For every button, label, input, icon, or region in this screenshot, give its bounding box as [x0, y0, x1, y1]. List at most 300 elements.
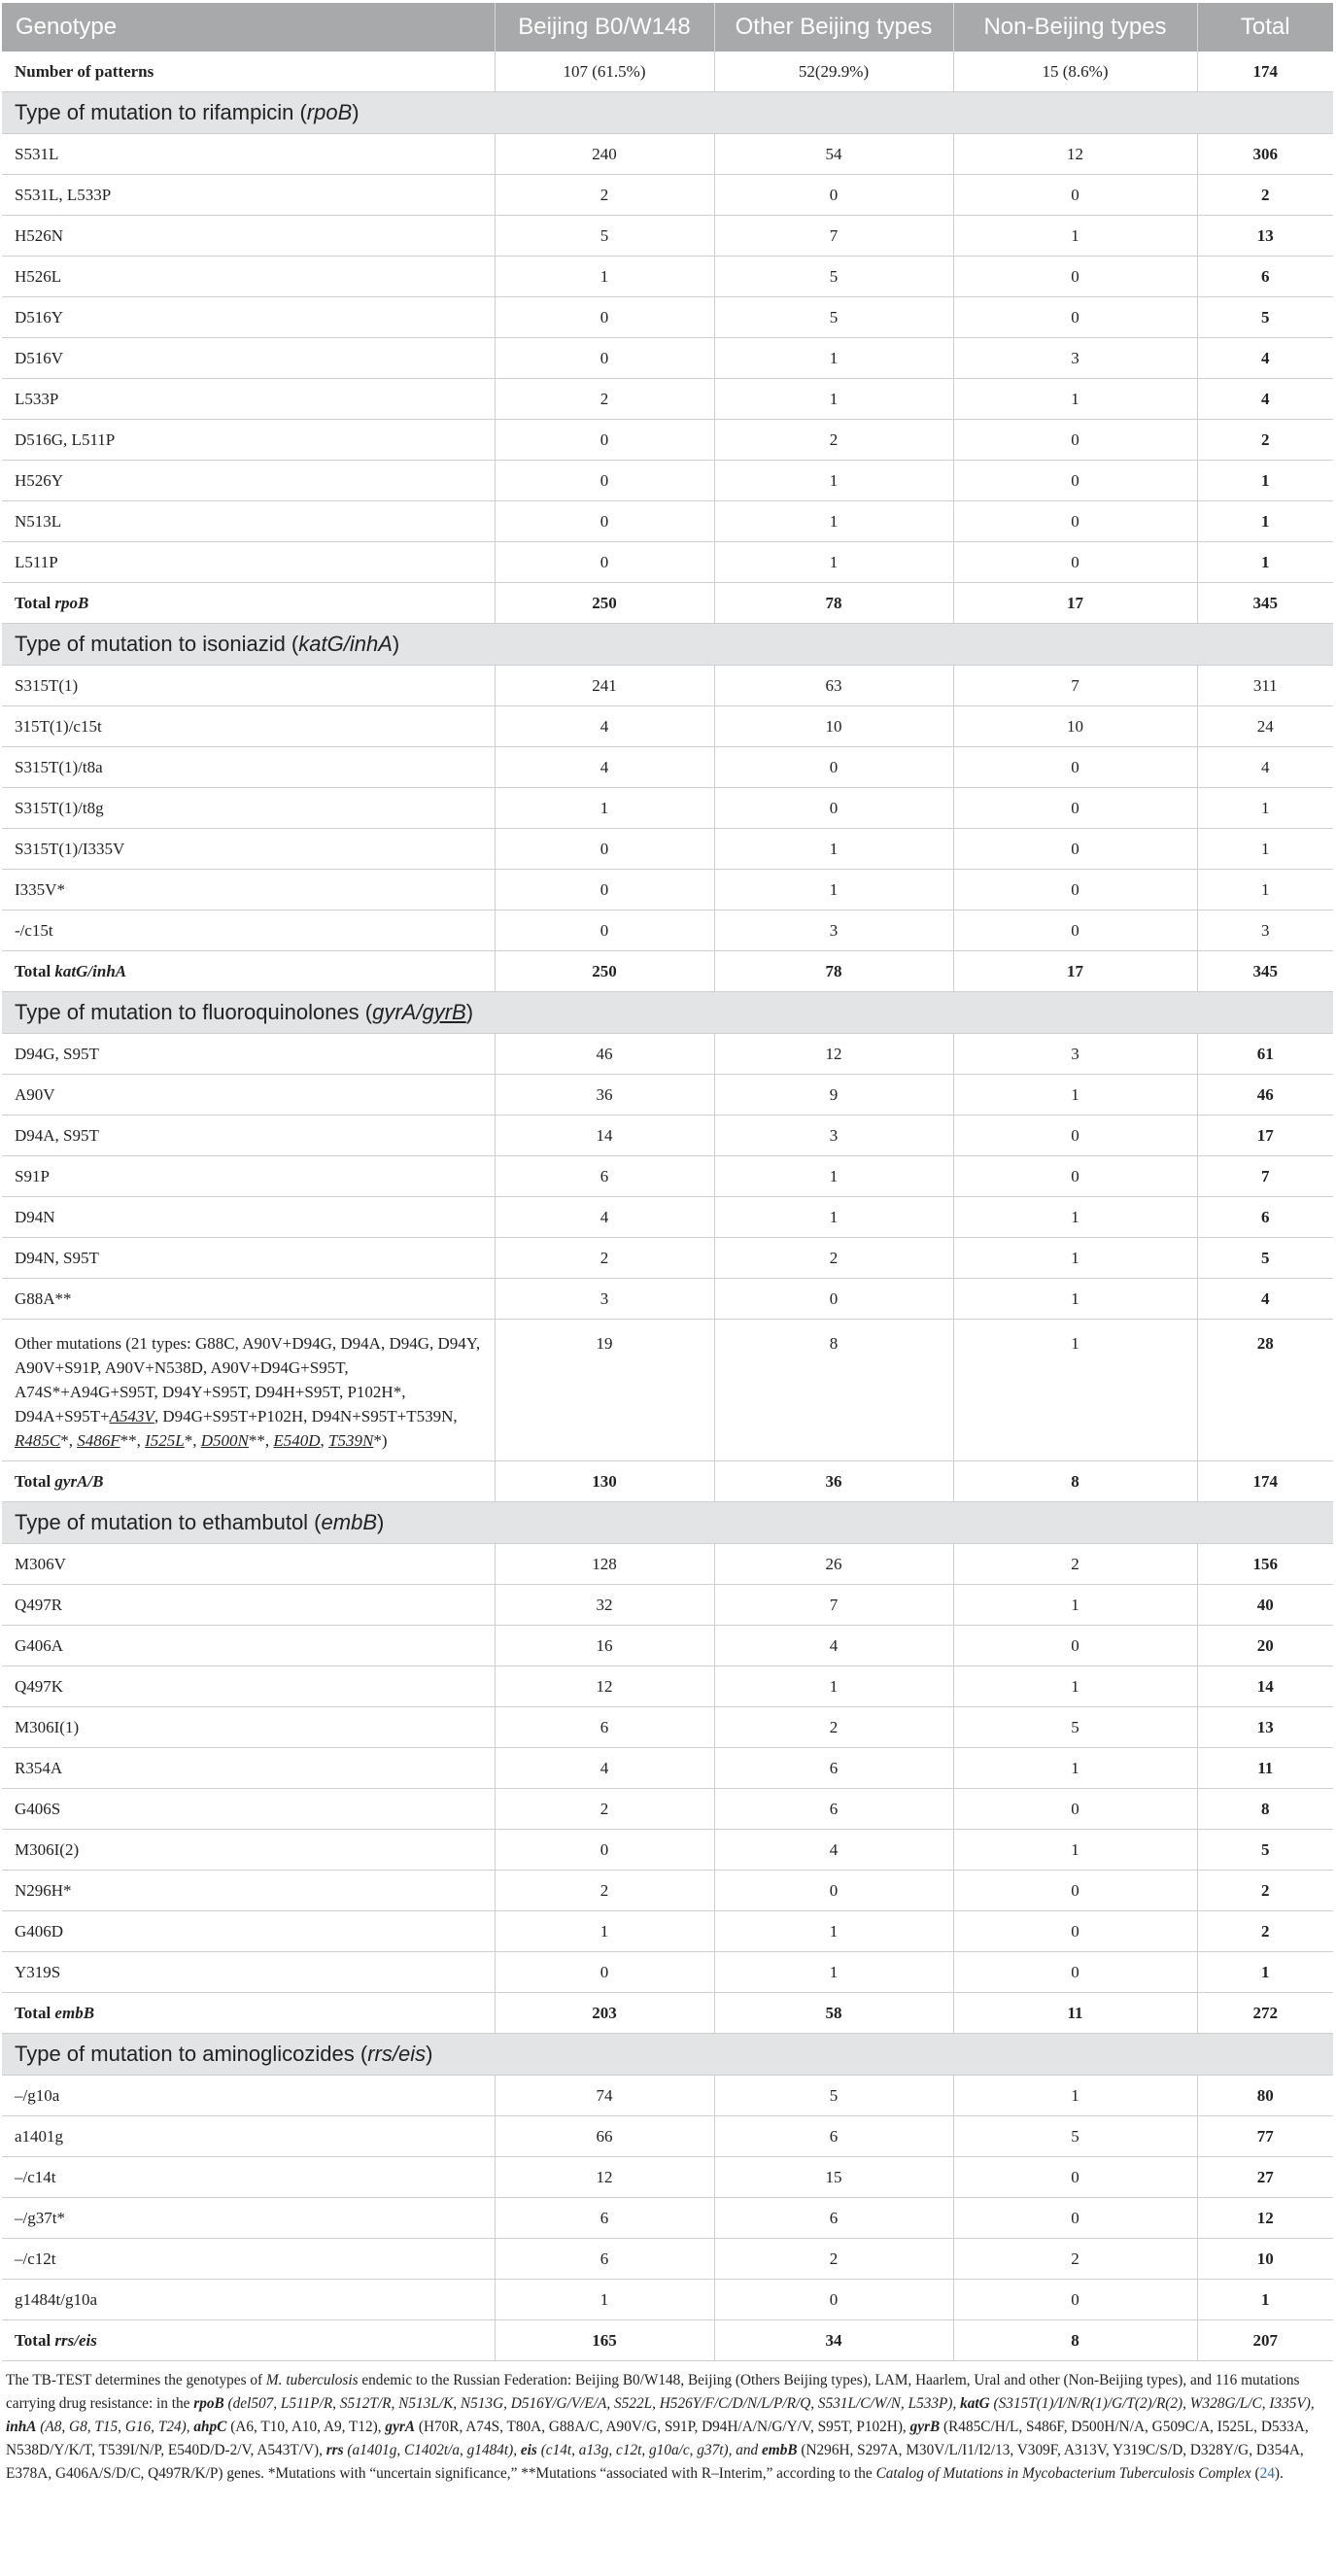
- cell-b0: 0: [495, 829, 714, 870]
- total-other-beijing: 78: [714, 951, 953, 992]
- header-genotype: Genotype: [2, 3, 495, 52]
- mutation-label: H526Y: [2, 461, 495, 501]
- cell-total: 13: [1197, 216, 1333, 257]
- cell-non-beijing: 1: [953, 1279, 1197, 1320]
- mutation-label: S315T(1): [2, 666, 495, 706]
- mutation-label: G406D: [2, 1911, 495, 1952]
- cell-b0: 241: [495, 666, 714, 706]
- cell-other-beijing: 4: [714, 1830, 953, 1871]
- cell-b0: 0: [495, 420, 714, 461]
- total-label: Total rrs/eis: [2, 2320, 495, 2361]
- total-b0: 165: [495, 2320, 714, 2361]
- cell-total: 46: [1197, 1075, 1333, 1116]
- table-row: [2, 1830, 1333, 1871]
- section-title: Type of mutation to fluoroquinolones (gyrA/gyrB): [2, 992, 1333, 1034]
- total-non-beijing: 8: [953, 1461, 1197, 1502]
- mutation-label: D94N: [2, 1197, 495, 1238]
- mutation-label: g1484t/g10a: [2, 2280, 495, 2320]
- table-row: [2, 2076, 1333, 2116]
- section-fluoroquinolones: [2, 992, 1333, 1034]
- cell-non-beijing: 1: [953, 216, 1197, 257]
- cell-b0: 32: [495, 1585, 714, 1626]
- cell-b0: 4: [495, 1748, 714, 1789]
- cell-other-beijing: 1: [714, 461, 953, 501]
- cell-other-beijing: 5: [714, 257, 953, 297]
- cell-b0: 0: [495, 501, 714, 542]
- patterns-b0: 107 (61.5%): [495, 52, 714, 92]
- cell-non-beijing: 1: [953, 379, 1197, 420]
- cell-non-beijing: 12: [953, 134, 1197, 175]
- cell-total: 5: [1197, 1830, 1333, 1871]
- cell-b0: 2: [495, 1871, 714, 1911]
- total-b0: 203: [495, 1993, 714, 2034]
- cell-other-beijing: 6: [714, 1748, 953, 1789]
- cell-total: 77: [1197, 2116, 1333, 2157]
- cell-total: 8: [1197, 1789, 1333, 1830]
- table-row: [2, 1748, 1333, 1789]
- cell-b0: 12: [495, 2157, 714, 2198]
- cell-other-beijing: 15: [714, 2157, 953, 2198]
- cell-total: 6: [1197, 1197, 1333, 1238]
- cell-non-beijing: 5: [953, 2116, 1197, 2157]
- table-row: [2, 1585, 1333, 1626]
- mutation-label: S315T(1)/I335V: [2, 829, 495, 870]
- mutation-label: –/c14t: [2, 2157, 495, 2198]
- mutation-label: -/c15t: [2, 910, 495, 951]
- table-row: [2, 1116, 1333, 1156]
- cell-other-beijing: 1: [714, 542, 953, 583]
- cell-total: 20: [1197, 1626, 1333, 1666]
- mutation-label: N513L: [2, 501, 495, 542]
- table-row: [2, 1707, 1333, 1748]
- table-row-other-mutations: [2, 1320, 1333, 1461]
- table-row: [2, 420, 1333, 461]
- cell-other-beijing: 0: [714, 1871, 953, 1911]
- table-row: [2, 1871, 1333, 1911]
- mutation-label: G406A: [2, 1626, 495, 1666]
- table-row: [2, 297, 1333, 338]
- header-non-beijing: Non-Beijing types: [953, 3, 1197, 52]
- mutation-label: D94A, S95T: [2, 1116, 495, 1156]
- mutation-label: N296H*: [2, 1871, 495, 1911]
- cell-other-beijing: 6: [714, 1789, 953, 1830]
- cell-b0: 2: [495, 175, 714, 216]
- cell-total: 1: [1197, 542, 1333, 583]
- cell-other-beijing: 7: [714, 216, 953, 257]
- cell-non-beijing: 1: [953, 1585, 1197, 1626]
- mutation-label: H526N: [2, 216, 495, 257]
- mutation-label: D94G, S95T: [2, 1034, 495, 1075]
- total-label: Total embB: [2, 1993, 495, 2034]
- cell-b0: 0: [495, 297, 714, 338]
- cell-non-beijing: 0: [953, 829, 1197, 870]
- section-title: Type of mutation to isoniazid (katG/inhA): [2, 624, 1333, 666]
- total-row: [2, 1993, 1333, 2034]
- mutation-table-figure: [2, 3, 1333, 2486]
- cell-other-beijing: 5: [714, 2076, 953, 2116]
- mutation-label: M306I(2): [2, 1830, 495, 1871]
- cell-b0: 16: [495, 1626, 714, 1666]
- cell-non-beijing: 1: [953, 1075, 1197, 1116]
- table-row: [2, 2198, 1333, 2239]
- mutation-label: G406S: [2, 1789, 495, 1830]
- cell-b0: 12: [495, 1666, 714, 1707]
- cell-other-beijing: 1: [714, 338, 953, 379]
- total-total: 207: [1197, 2320, 1333, 2361]
- cell-other-beijing: 1: [714, 1156, 953, 1197]
- cell-non-beijing: 0: [953, 1156, 1197, 1197]
- cell-total: 5: [1197, 1238, 1333, 1279]
- cell-b0: 240: [495, 134, 714, 175]
- cell-b0: 6: [495, 2239, 714, 2280]
- cell-other-beijing: 0: [714, 175, 953, 216]
- cell-total: 1: [1197, 1952, 1333, 1993]
- cell-total: 10: [1197, 2239, 1333, 2280]
- table-row: [2, 501, 1333, 542]
- cell-other-beijing: 54: [714, 134, 953, 175]
- mutation-label: Y319S: [2, 1952, 495, 1993]
- mutation-label: L533P: [2, 379, 495, 420]
- cell-total: 27: [1197, 2157, 1333, 2198]
- total-total: 345: [1197, 951, 1333, 992]
- table-row: [2, 175, 1333, 216]
- cell-b0: 0: [495, 461, 714, 501]
- table-row: [2, 379, 1333, 420]
- cell-non-beijing: 2: [953, 2239, 1197, 2280]
- cell-total: 17: [1197, 1116, 1333, 1156]
- cell-b0: 74: [495, 2076, 714, 2116]
- cell-other-beijing: 5: [714, 297, 953, 338]
- cell-other-beijing: 0: [714, 2280, 953, 2320]
- table-row: [2, 666, 1333, 706]
- mutation-label: S315T(1)/t8g: [2, 788, 495, 829]
- cell-b0: 3: [495, 1279, 714, 1320]
- cell-other-beijing: 0: [714, 1279, 953, 1320]
- table-row: [2, 2239, 1333, 2280]
- table-row: [2, 788, 1333, 829]
- total-label: Total rpoB: [2, 583, 495, 624]
- table-header-row: [2, 3, 1333, 52]
- mutation-label: S315T(1)/t8a: [2, 747, 495, 788]
- patterns-non-beijing: 15 (8.6%): [953, 52, 1197, 92]
- cell-other-beijing: 1: [714, 1952, 953, 1993]
- total-non-beijing: 8: [953, 2320, 1197, 2361]
- cell-non-beijing: 1: [953, 1320, 1197, 1461]
- cell-total: 1: [1197, 2280, 1333, 2320]
- header-total: Total: [1197, 3, 1333, 52]
- mutation-label: I335V*: [2, 870, 495, 910]
- cell-total: 2: [1197, 420, 1333, 461]
- cell-other-beijing: 0: [714, 747, 953, 788]
- table-row: [2, 461, 1333, 501]
- cell-total: 4: [1197, 338, 1333, 379]
- cell-other-beijing: 1: [714, 501, 953, 542]
- cell-other-beijing: 26: [714, 1544, 953, 1585]
- mutation-label: D516V: [2, 338, 495, 379]
- cell-total: 14: [1197, 1666, 1333, 1707]
- cell-total: 2: [1197, 175, 1333, 216]
- cell-b0: 19: [495, 1320, 714, 1461]
- mutation-label: Q497R: [2, 1585, 495, 1626]
- patterns-label: Number of patterns: [2, 52, 495, 92]
- table-row: [2, 2157, 1333, 2198]
- cell-non-beijing: 0: [953, 910, 1197, 951]
- mutation-label: Other mutations (21 types: G88C, A90V+D94G, D94A, D94G, D94Y, A90V+S91P, A90V+N538D, A90V+D94G+S95T, A74S*+A94G+S95T, D94Y+S95T, D94H+S95T, P102H*, D94A+S95T+A543V, D94G+S95T+P102H, D94N+S95T+T539N, R485C*, S486F**, I525L*, D500N**, E540D, T539N*): [2, 1320, 495, 1461]
- mutation-label: A90V: [2, 1075, 495, 1116]
- section-title: Type of mutation to rifampicin (rpoB): [2, 92, 1333, 134]
- total-other-beijing: 78: [714, 583, 953, 624]
- cell-total: 3: [1197, 910, 1333, 951]
- cell-non-beijing: 0: [953, 2157, 1197, 2198]
- table-row: [2, 829, 1333, 870]
- table-row: [2, 1911, 1333, 1952]
- cell-b0: 14: [495, 1116, 714, 1156]
- table-footnote: The TB-TEST determines the genotypes of M. tuberculosis endemic to the Russian Federation: Beijing B0/W148, Beijing (Others Beijing types), LAM, Haarlem, Ural and other (Non-Beijing types), and 116 mutations carrying drug resistance: in the rpoB (del507, L511P/R, S512T/R, N513L/K, N513G, D516Y/G/V/E/A, S522L, H526Y/F/C/D/N/L/P/R/Q, S531L/C/W/N, L533P), katG (S315T(1)/I/N/R(1)/G/T(2)/R(2), W328G/L/C, I335V), inhA (A8, G8, T15, G16, T24), ahpC (A6, T10, A10, A9, T12), gyrA (H70R, A74S, T80A, G88A/C, A90V/G, S91P, D94H/A/N/G/Y/V, S95T, P102H), gyrB (R485C/H/L, S486F, D500H/N/A, G509C/A, I525L, D533A, N538D/Y/K/T, T539I/N/P, E540D/D-2/V, A543T/V), rrs (a1401g, C1402t/a, g1484t), eis (c14t, a13g, c12t, g10a/c, g37t), and embB (N296H, S297A, M30V/L/I1/I2/13, V309F, A313V, Y319C/S/D, D328Y/G, D354A, E378A, G406A/S/D/C, Q497R/K/P) genes. *Mutations with “uncertain significance,” **Mutations “associated with R–Interim,” according to the Catalog of Mutations in Mycobacterium Tuberculosis Complex (24).: [6, 2372, 1315, 2482]
- cell-total: 7: [1197, 1156, 1333, 1197]
- cell-b0: 0: [495, 542, 714, 583]
- mutation-label: Q497K: [2, 1666, 495, 1707]
- cell-b0: 36: [495, 1075, 714, 1116]
- cell-non-beijing: 2: [953, 1544, 1197, 1585]
- mutation-label: D516G, L511P: [2, 420, 495, 461]
- table-row: [2, 870, 1333, 910]
- cell-non-beijing: 1: [953, 1666, 1197, 1707]
- cell-other-beijing: 8: [714, 1320, 953, 1461]
- cell-b0: 1: [495, 1911, 714, 1952]
- total-non-beijing: 11: [953, 1993, 1197, 2034]
- cell-non-beijing: 0: [953, 1116, 1197, 1156]
- cell-non-beijing: 10: [953, 706, 1197, 747]
- cell-b0: 46: [495, 1034, 714, 1075]
- cell-non-beijing: 1: [953, 1748, 1197, 1789]
- table-row: [2, 216, 1333, 257]
- cell-other-beijing: 6: [714, 2198, 953, 2239]
- total-other-beijing: 58: [714, 1993, 953, 2034]
- cell-total: 2: [1197, 1871, 1333, 1911]
- cell-b0: 6: [495, 2198, 714, 2239]
- total-non-beijing: 17: [953, 951, 1197, 992]
- cell-total: 11: [1197, 1748, 1333, 1789]
- header-other-beijing: Other Beijing types: [714, 3, 953, 52]
- cell-non-beijing: 0: [953, 788, 1197, 829]
- cell-other-beijing: 1: [714, 379, 953, 420]
- cell-total: 4: [1197, 1279, 1333, 1320]
- table-row: [2, 1666, 1333, 1707]
- section-rifampicin: [2, 92, 1333, 134]
- cell-other-beijing: 2: [714, 2239, 953, 2280]
- mutation-label: D94N, S95T: [2, 1238, 495, 1279]
- cell-other-beijing: 0: [714, 788, 953, 829]
- mutation-label: M306V: [2, 1544, 495, 1585]
- cell-b0: 2: [495, 1789, 714, 1830]
- table-row: [2, 257, 1333, 297]
- cell-non-beijing: 0: [953, 1626, 1197, 1666]
- cell-total: 24: [1197, 706, 1333, 747]
- section-isoniazid: [2, 624, 1333, 666]
- header-beijing-b0: Beijing B0/W148: [495, 3, 714, 52]
- mutation-label: –/g10a: [2, 2076, 495, 2116]
- cell-b0: 4: [495, 747, 714, 788]
- total-row: [2, 583, 1333, 624]
- cell-other-beijing: 12: [714, 1034, 953, 1075]
- cell-total: 1: [1197, 461, 1333, 501]
- cell-other-beijing: 2: [714, 420, 953, 461]
- cell-total: 311: [1197, 666, 1333, 706]
- cell-b0: 6: [495, 1156, 714, 1197]
- cell-b0: 0: [495, 1952, 714, 1993]
- cell-other-beijing: 1: [714, 1911, 953, 1952]
- cell-total: 40: [1197, 1585, 1333, 1626]
- table-row: [2, 134, 1333, 175]
- cell-non-beijing: 0: [953, 747, 1197, 788]
- mutation-label: S531L, L533P: [2, 175, 495, 216]
- cell-b0: 128: [495, 1544, 714, 1585]
- cell-b0: 0: [495, 910, 714, 951]
- cell-b0: 66: [495, 2116, 714, 2157]
- total-b0: 250: [495, 583, 714, 624]
- cell-non-beijing: 0: [953, 542, 1197, 583]
- mutation-label: H526L: [2, 257, 495, 297]
- cell-non-beijing: 3: [953, 1034, 1197, 1075]
- cell-other-beijing: 10: [714, 706, 953, 747]
- cell-other-beijing: 1: [714, 1197, 953, 1238]
- cell-b0: 6: [495, 1707, 714, 1748]
- cell-non-beijing: 0: [953, 420, 1197, 461]
- table-row: [2, 1034, 1333, 1075]
- cell-total: 306: [1197, 134, 1333, 175]
- cell-b0: 1: [495, 2280, 714, 2320]
- cell-non-beijing: 0: [953, 2198, 1197, 2239]
- cell-total: 1: [1197, 870, 1333, 910]
- cell-other-beijing: 6: [714, 2116, 953, 2157]
- cell-total: 1: [1197, 501, 1333, 542]
- cell-non-beijing: 7: [953, 666, 1197, 706]
- cell-other-beijing: 4: [714, 1626, 953, 1666]
- table-row: [2, 338, 1333, 379]
- cell-non-beijing: 0: [953, 1911, 1197, 1952]
- cell-total: 12: [1197, 2198, 1333, 2239]
- cell-total: 4: [1197, 747, 1333, 788]
- table-row: [2, 706, 1333, 747]
- mutation-label: S91P: [2, 1156, 495, 1197]
- section-title: Type of mutation to ethambutol (embB): [2, 1502, 1333, 1544]
- mutation-label: a1401g: [2, 2116, 495, 2157]
- mutation-label: R354A: [2, 1748, 495, 1789]
- cell-total: 13: [1197, 1707, 1333, 1748]
- cell-total: 6: [1197, 257, 1333, 297]
- mutation-label: 315T(1)/c15t: [2, 706, 495, 747]
- cell-b0: 1: [495, 257, 714, 297]
- cell-total: 1: [1197, 788, 1333, 829]
- cell-non-beijing: 0: [953, 297, 1197, 338]
- total-other-beijing: 34: [714, 2320, 953, 2361]
- cell-b0: 0: [495, 338, 714, 379]
- total-other-beijing: 36: [714, 1461, 953, 1502]
- total-label: Total katG/inhA: [2, 951, 495, 992]
- table-row: [2, 1238, 1333, 1279]
- total-row: [2, 2320, 1333, 2361]
- table-row: [2, 1279, 1333, 1320]
- cell-non-beijing: 0: [953, 257, 1197, 297]
- cell-b0: 0: [495, 1830, 714, 1871]
- cell-other-beijing: 3: [714, 1116, 953, 1156]
- cell-total: 28: [1197, 1320, 1333, 1461]
- cell-b0: 0: [495, 870, 714, 910]
- mutation-label: –/g37t*: [2, 2198, 495, 2239]
- cell-total: 156: [1197, 1544, 1333, 1585]
- table-row: [2, 1789, 1333, 1830]
- table-row: [2, 1952, 1333, 1993]
- cell-non-beijing: 1: [953, 2076, 1197, 2116]
- table-row: [2, 747, 1333, 788]
- cell-non-beijing: 0: [953, 2280, 1197, 2320]
- patterns-other-beijing: 52(29.9%): [714, 52, 953, 92]
- patterns-total: 174: [1197, 52, 1333, 92]
- cell-other-beijing: 9: [714, 1075, 953, 1116]
- cell-total: 4: [1197, 379, 1333, 420]
- cell-other-beijing: 1: [714, 1666, 953, 1707]
- cell-other-beijing: 2: [714, 1707, 953, 1748]
- total-label: Total gyrA/B: [2, 1461, 495, 1502]
- cell-non-beijing: 0: [953, 1871, 1197, 1911]
- cell-non-beijing: 0: [953, 501, 1197, 542]
- table-row: [2, 2116, 1333, 2157]
- table-row: [2, 1156, 1333, 1197]
- cell-b0: 5: [495, 216, 714, 257]
- cell-non-beijing: 0: [953, 1952, 1197, 1993]
- cell-non-beijing: 1: [953, 1238, 1197, 1279]
- section-title: Type of mutation to aminoglicozides (rrs/eis): [2, 2034, 1333, 2076]
- mutation-label: D516Y: [2, 297, 495, 338]
- cell-other-beijing: 1: [714, 870, 953, 910]
- cell-other-beijing: 1: [714, 829, 953, 870]
- section-aminoglicozides: [2, 2034, 1333, 2076]
- patterns-row: [2, 52, 1333, 92]
- cell-b0: 2: [495, 1238, 714, 1279]
- total-row: [2, 951, 1333, 992]
- table-row: [2, 1544, 1333, 1585]
- cell-non-beijing: 1: [953, 1830, 1197, 1871]
- table-row: [2, 1197, 1333, 1238]
- mutation-table: [2, 3, 1333, 2361]
- cell-total: 80: [1197, 2076, 1333, 2116]
- table-row: [2, 1626, 1333, 1666]
- cell-non-beijing: 5: [953, 1707, 1197, 1748]
- mutation-label: G88A**: [2, 1279, 495, 1320]
- total-b0: 130: [495, 1461, 714, 1502]
- mutation-label: M306I(1): [2, 1707, 495, 1748]
- cell-total: 5: [1197, 297, 1333, 338]
- cell-non-beijing: 1: [953, 1197, 1197, 1238]
- total-b0: 250: [495, 951, 714, 992]
- cell-non-beijing: 3: [953, 338, 1197, 379]
- mutation-label: –/c12t: [2, 2239, 495, 2280]
- table-row: [2, 910, 1333, 951]
- total-non-beijing: 17: [953, 583, 1197, 624]
- cell-total: 61: [1197, 1034, 1333, 1075]
- section-ethambutol: [2, 1502, 1333, 1544]
- total-total: 272: [1197, 1993, 1333, 2034]
- cell-b0: 4: [495, 1197, 714, 1238]
- cell-non-beijing: 0: [953, 1789, 1197, 1830]
- cell-other-beijing: 63: [714, 666, 953, 706]
- table-row: [2, 2280, 1333, 2320]
- table-row: [2, 1075, 1333, 1116]
- total-total: 345: [1197, 583, 1333, 624]
- cell-other-beijing: 7: [714, 1585, 953, 1626]
- cell-non-beijing: 0: [953, 870, 1197, 910]
- cell-b0: 2: [495, 379, 714, 420]
